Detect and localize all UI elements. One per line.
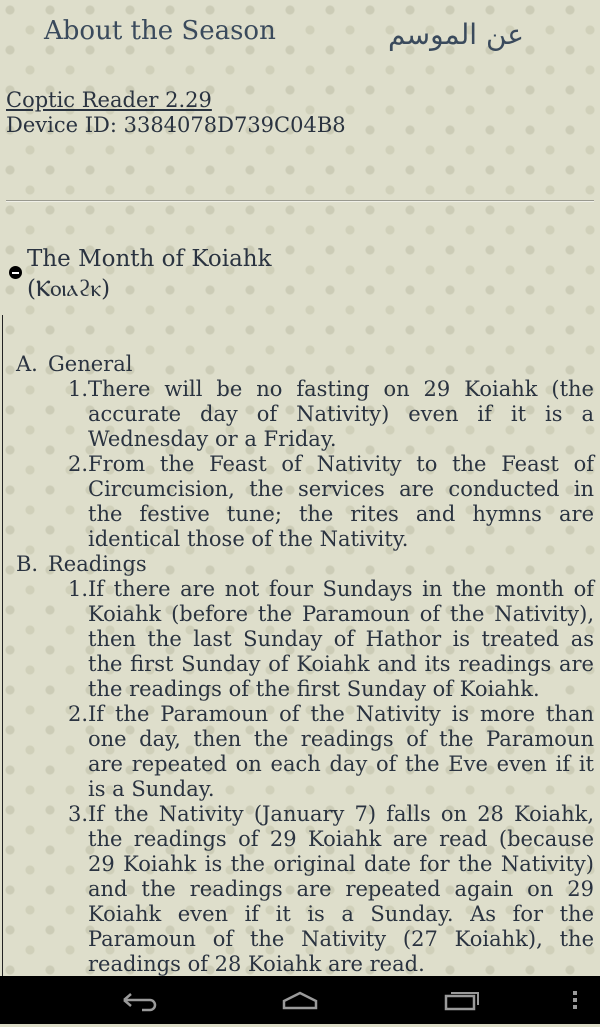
page-title-english: About the Season: [44, 16, 276, 46]
outline-letter: A.: [16, 352, 38, 376]
season-outline: [16, 352, 594, 1027]
page-title-arabic: عن الموسم: [388, 18, 524, 51]
item-number: 1.: [67, 577, 88, 601]
outline-items: [16, 577, 594, 1027]
device-id-text: Device ID: 3384078D739C04B8: [6, 113, 346, 137]
item-text: From the Feast of Nativity to the Feast of Circumcision, the services are conducted in the festive tune; the rites and hymns are identical those of the Nativity.: [88, 452, 594, 551]
outline-heading-text: Readings: [48, 552, 147, 576]
outline-heading: [16, 352, 594, 377]
item-text: If there are not four Sundays in the month of Koiahk (before the Paramoun of the Nativity), then the last Sunday of Hathor is treated as the first Sunday of Koiahk and its readings are the readings of the first Sunday of Koiahk.: [88, 577, 594, 701]
outline-items: [16, 377, 594, 552]
collapse-minus-icon[interactable]: [9, 266, 22, 279]
list-item: [16, 577, 594, 702]
item-number: 1.: [67, 377, 88, 401]
back-arrow-icon: [120, 989, 156, 1011]
item-number: 2.: [67, 702, 88, 726]
home-icon: [281, 989, 319, 1011]
home-button[interactable]: [272, 976, 328, 1024]
item-number: 3.: [67, 802, 88, 826]
list-item: [16, 702, 594, 802]
overflow-menu-icon: [571, 989, 579, 1011]
section-title: The Month of Koiahk: [27, 246, 272, 272]
section-coptic-title: (Ⲕⲟⲓⲁϩⲕ): [27, 276, 111, 302]
outline-group: [16, 352, 594, 552]
recent-apps-button[interactable]: [434, 976, 490, 1024]
system-navigation-bar: [0, 976, 600, 1024]
list-item: [16, 802, 594, 977]
list-item: [16, 377, 594, 452]
app-version-link[interactable]: Coptic Reader 2.29: [6, 88, 212, 112]
section-header[interactable]: [27, 244, 272, 304]
divider: [6, 200, 594, 202]
outline-heading: [16, 552, 594, 577]
overflow-menu-button[interactable]: [560, 976, 590, 1024]
list-item: [16, 452, 594, 552]
item-number: 2.: [67, 452, 88, 476]
recent-apps-icon: [443, 989, 481, 1011]
section-indent-line: [2, 315, 3, 976]
item-text: If the Nativity (January 7) falls on 28 Koiahk, the readings of 29 Koiahk are read (because 29 Koiahk is the original date for the Nativity) and the readings are repeated again on 29 Koiahk even if it is a Sunday. As for the Paramoun of the Nativity (27 Koiahk), the readings of 28 Koiahk are read.: [88, 802, 594, 976]
outline-group: [16, 552, 594, 1027]
outline-heading-text: General: [48, 352, 133, 376]
outline-letter: B.: [16, 552, 39, 576]
item-text: There will be no fasting on 29 Koiahk (the accurate day of Nativity) even if it is a Wednesday or a Friday.: [88, 377, 594, 451]
item-text: If the Paramoun of the Nativity is more than one day, then the readings of the Paramoun are repeated on each day of the Eve even if it is a Sunday.: [88, 702, 594, 801]
back-button[interactable]: [110, 976, 166, 1024]
